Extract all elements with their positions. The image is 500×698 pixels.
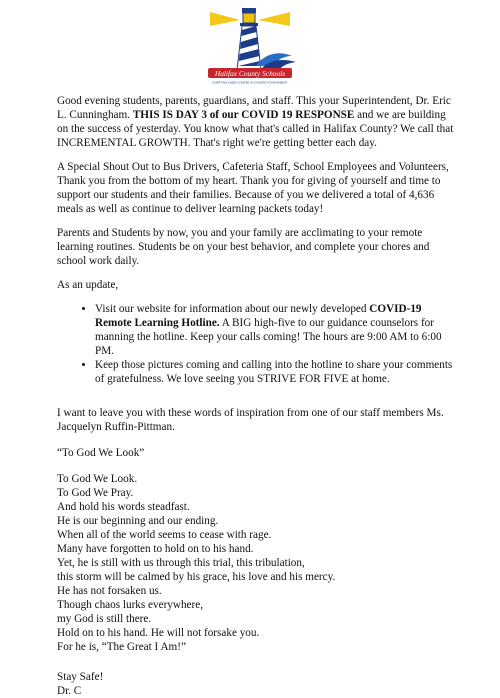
letter-body (57, 94, 457, 698)
poem (57, 472, 457, 654)
poem-line: And hold his words steadfast. (57, 501, 190, 513)
update-list (57, 302, 457, 386)
inspiration-intro: I want to leave you with these words of inspiration from one of our staff members Ms. Jacquelyn Ruffin-Pittman. (57, 407, 444, 433)
poem-line: He has not forsaken us. (57, 585, 162, 597)
update-intro: As an update, (57, 279, 119, 291)
poem-line: To God We Pray. (57, 487, 134, 499)
poem-line: When all of the world seems to cease with rage. (57, 529, 272, 541)
halifax-county-schools-logo (196, 6, 304, 86)
poem-line: Hold on to his hand. He will not forsake you. (57, 627, 260, 639)
hotline-bullet: • Visit our website for information about our newly developed COVID-19 Remote Learning Hotline. A BIG high-five to our guidance counselors for manning the hotline. Keep your calls coming! The hours are 9:00 AM to 6:00 PM. (95, 302, 457, 358)
day-3-emphasis: THIS IS DAY 3 of our COVID 19 RESPONSE (132, 109, 355, 121)
poem-line: Though chaos lurks everywhere, (57, 599, 204, 611)
shout-out-paragraph: A Special Shout Out to Bus Drivers, Cafeteria Staff, School Employees and Volunteers, Thank you from the bottom of my heart. Thank you for giving of yourself and time to support our students and their families. Because of you we delivered a total of 4,636 meals as well as continue to deliver learning packets today! (57, 161, 449, 215)
closing-line: Stay Safe! (57, 671, 104, 683)
poem-line: He is our beginning and our ending. (57, 515, 219, 527)
poem-line: my God is still there. (57, 613, 152, 625)
poem-line: Yet, he is still with us through this trial, this tribulation, (57, 557, 305, 569)
poem-line: this storm will be calmed by his grace, his love and his mercy. (57, 571, 336, 583)
poem-line: For he is, “The Great I Am!” (57, 641, 186, 653)
poem-line: To God We Look. (57, 473, 138, 485)
pictures-bullet: • Keep those pictures coming and calling into the hotline to share your comments of gratefulness. We love seeing you STRIVE FOR FIVE at home. (95, 358, 457, 386)
signature: Dr. C (57, 685, 82, 697)
logo-name-text: Halifax County Schools (214, 69, 286, 78)
intro-paragraph: Good evening students, parents, guardians, and staff. This your Superintendent, Dr. Eric L. Cunningham. THIS IS DAY 3 of our COVID 19 RESPONSE and we are building on the success of yesterday. You know what that's called in Halifax County? We call that INCREMENTAL GROWTH. That's right we're getting better each day. (57, 95, 454, 149)
logo-tagline-text: CHARTING A NEW COURSE IN STUDENT ACHIEVEMENT (212, 80, 288, 85)
remote-learning-paragraph: Parents and Students by now, you and your family are acclimating to your remote learning routines. Students be on your best behavior, and complete your chores and school work daily. (57, 227, 430, 267)
poem-line: Many have forgotten to hold on to his hand. (57, 543, 254, 555)
hotline-emphasis: COVID-19 Remote Learning Hotline. (95, 303, 422, 329)
poem-title: “To God We Look” (57, 447, 145, 459)
